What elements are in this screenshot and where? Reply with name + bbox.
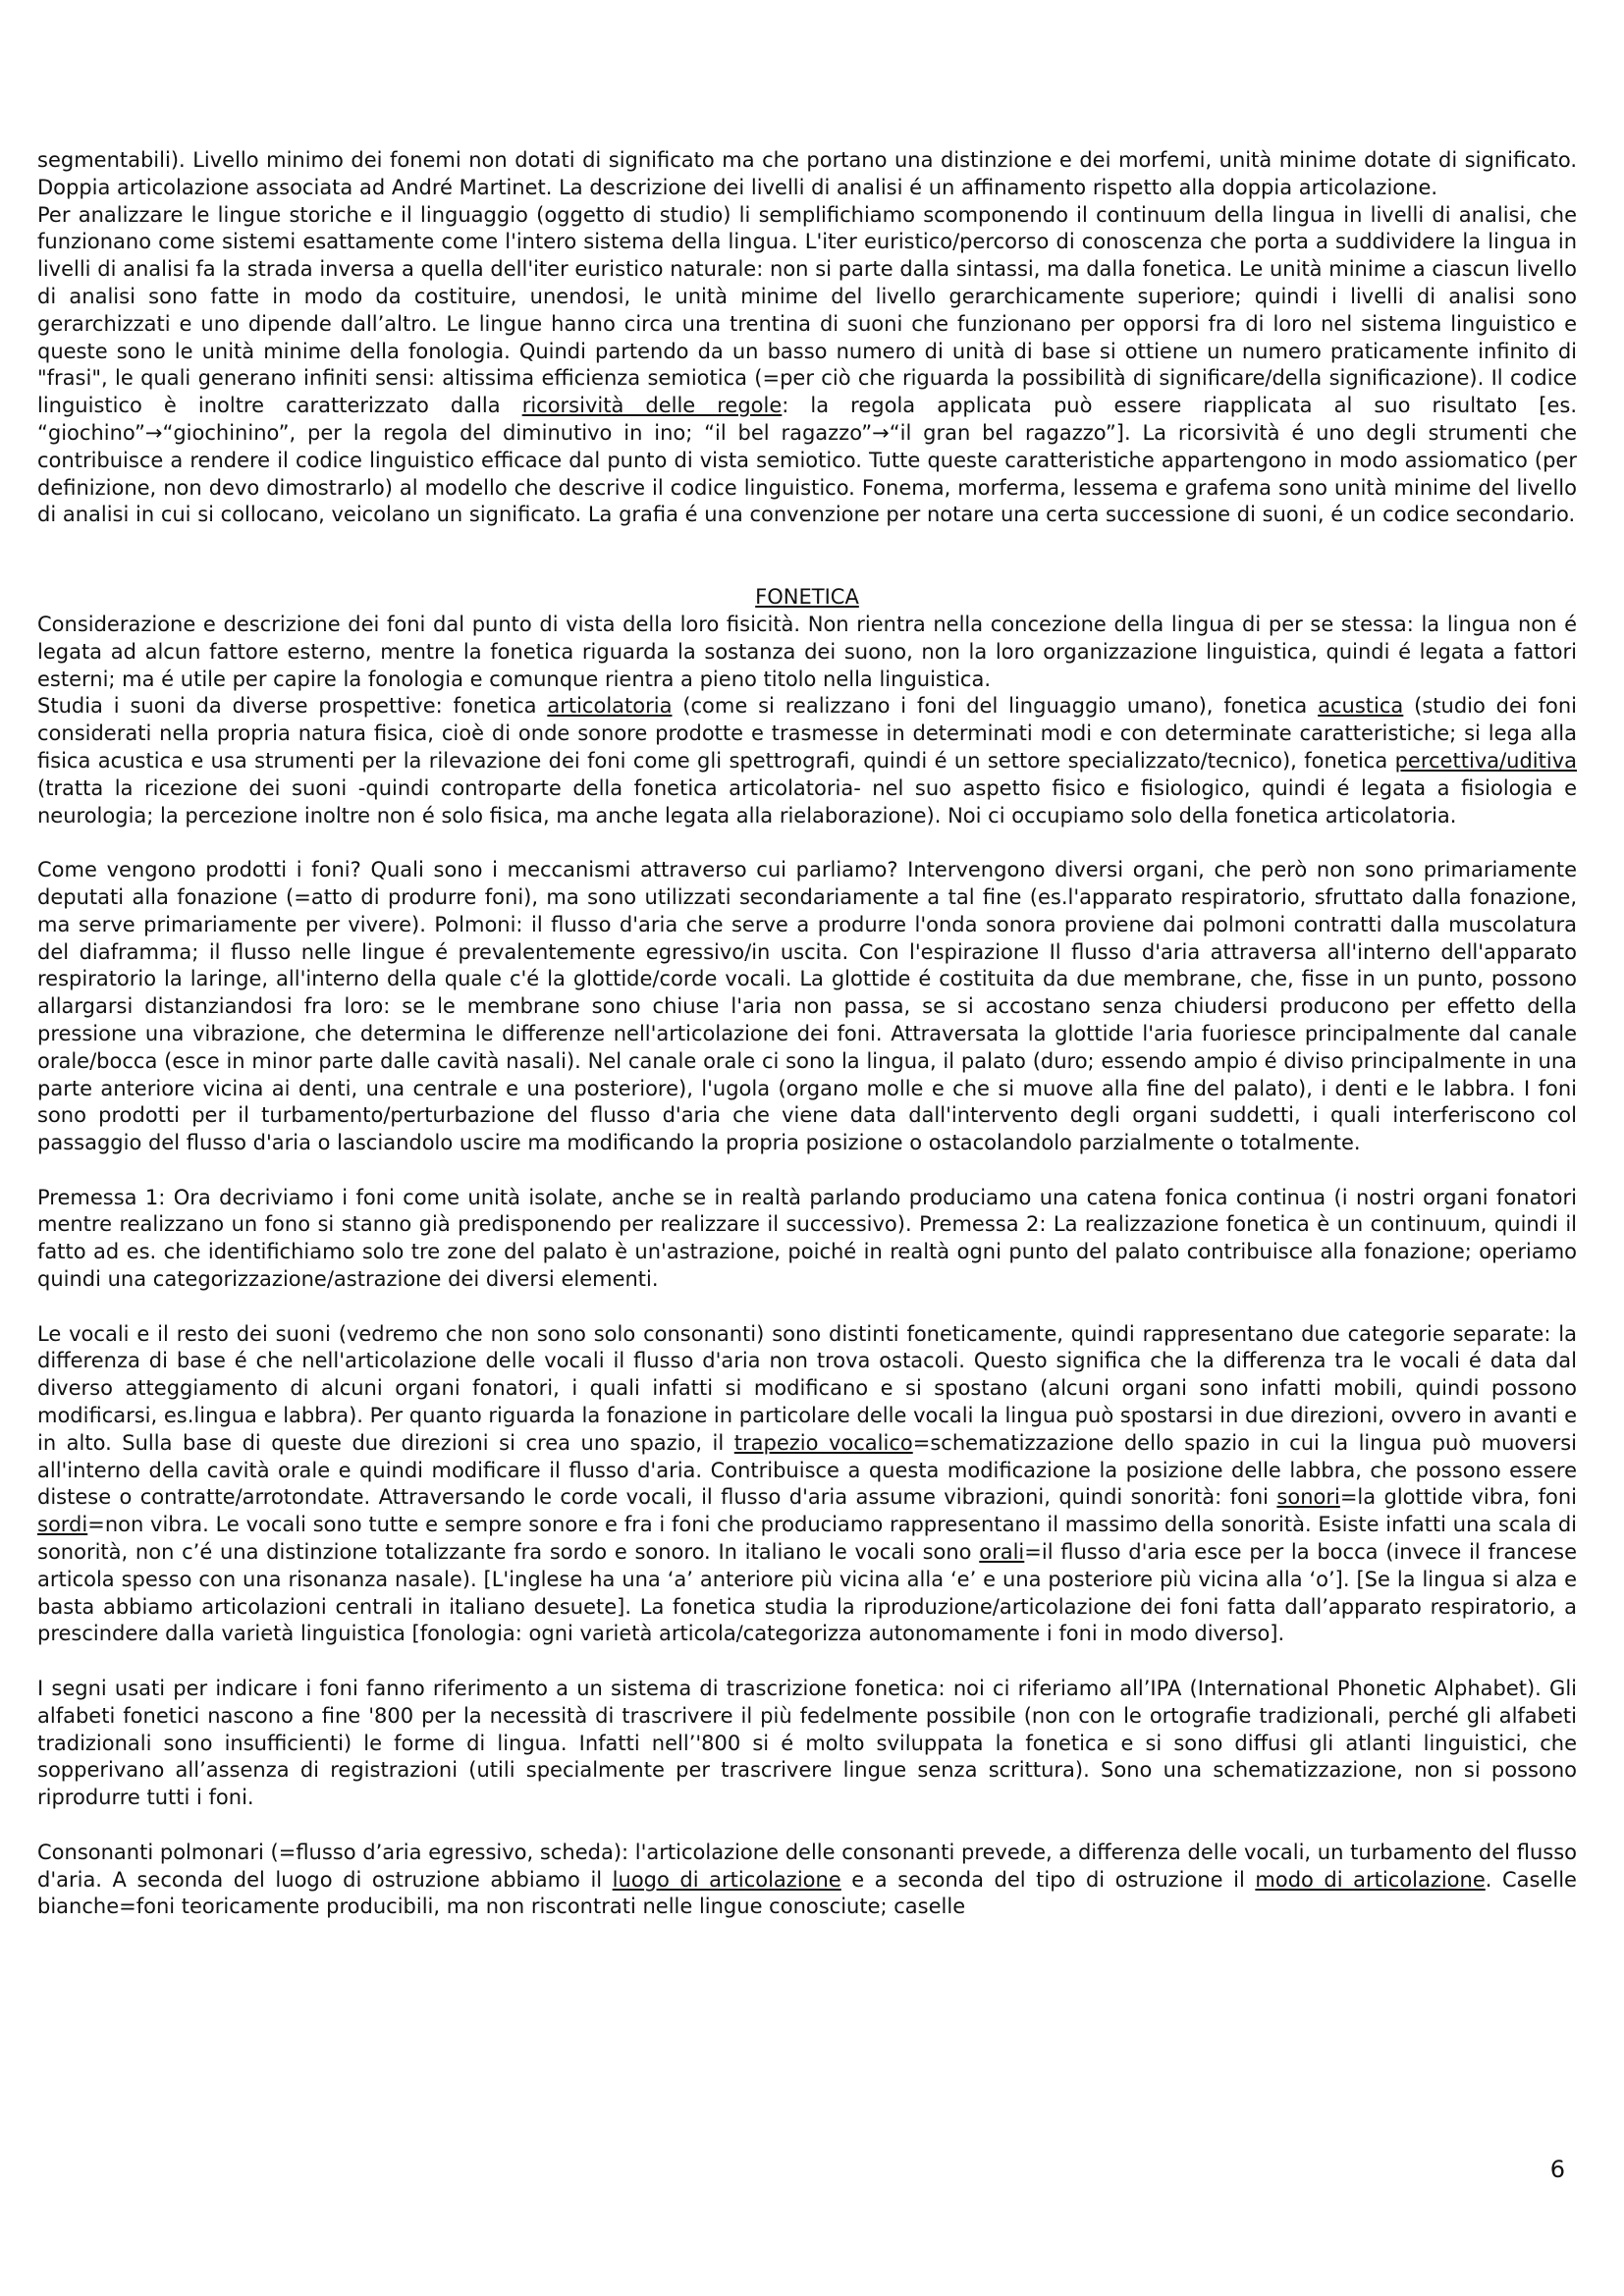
document-body	[37, 147, 1577, 1921]
text-run: . Caselle bianche=foni teoricamente producibili, ma non riscontrati nelle lingue conosciute; caselle	[37, 1867, 1577, 1919]
text-run: Per analizzare le lingue storiche e il linguaggio (oggetto di studio) li semplifichiamo scomponendo il continuum della lingua in livelli di analisi, che funzionano come sistemi esattamente come l'intero sistema della lingua. L'iter euristico/percorso di conoscenza che porta a suddividere la lingua in livelli di analisi fa la strada inversa a quella dell'iter euristico naturale: non si parte dalla sintassi, ma dalla fonetica. Le unità minime a ciascun livello di analisi sono fatte in modo da costituire, unendosi, le unità minime del livello gerarchicamente superiore; quindi i livelli di analisi sono gerarchizzati e uno dipende dall’altro. Le lingue hanno circa una trentina di suoni che funzionano per opporsi fra di loro nel sistema linguistico e queste sono le unità minime della fonologia. Quindi partendo da un basso numero di unità di base si ottiene un numero praticamente infinito di "frasi", le quali generano infiniti sensi: altissima efficienza semiotica (=per ciò che riguarda la possibilità di significare/della significazione). Il codice linguistico è inoltre caratterizzato dalla	[37, 202, 1577, 418]
text-run: : la regola applicata può essere riapplicata al suo risultato [es. “giochino”→“giochinino”, per la regola del diminutivo in ino; “il bel ragazzo”→“il gran bel ragazzo”]. La ricorsività é uno degli strumenti che contribuisce a rendere il codice linguistico efficace dal punto di vista semiotico. Tutte queste caratteristiche appartengono in modo assiomatico (per definizione, non devo dimostrarlo) al modello che descrive il codice linguistico. Fonema, morferma, lessema e grafema sono unità minime del livello di analisi in cui si collocano, veicolano un significato. La grafia é una convenzione per notare una certa successione di suoni, é un codice secondario.	[37, 394, 1578, 527]
underlined-term: ricorsività delle regole	[521, 394, 783, 418]
text-run: Le vocali e il resto dei suoni (vedremo che non sono solo consonanti) sono distinti foneticamente, quindi rappresentano due categorie separate: la differenza di base é che nell'articolazione delle vocali il flusso d'aria non trova ostacoli. Questo significa che la differenza tra le vocali é data dal diverso atteggiamento di alcuni organi fonatori, i quali infatti si modificano e si spostano (alcuni organi sono infatti mobili, quindi possono modificarsi, es.lingua e labbra). Per quanto riguarda la fonazione in particolare delle vocali la lingua può spostarsi in due direzioni, ovvero in avanti e in alto. Sulla base di queste due direzioni si crea uno spazio, il	[37, 1321, 1577, 1455]
fonetica-paragraph-5	[37, 1321, 1577, 1649]
underlined-term: trapezio vocalico	[733, 1430, 913, 1455]
text-run: =non vibra. Le vocali sono tutte e sempre sonore e fra i foni che produciamo rappresentano il massimo della sonorità. Esiste infatti una scala di sonorità, non c’é una distinzione totalizzante fra sordo e sonoro. In italiano le vocali sono	[37, 1513, 1577, 1565]
fonetica-paragraph-7	[37, 1840, 1577, 1921]
intro-paragraph-2	[37, 202, 1577, 530]
underlined-term: sordi	[37, 1513, 88, 1537]
text-run: =la glottide vibra, foni	[1339, 1485, 1578, 1510]
underlined-term: luogo di articolazione	[612, 1867, 841, 1892]
underlined-term: percettiva/uditiva	[1394, 748, 1577, 773]
text-run: Consonanti polmonari (=flusso d’aria egressivo, scheda): l'articolazione delle consonanti prevede, a differenza delle vocali, un turbamento del flusso d'aria. A seconda del luogo di ostruzione abbiamo il	[37, 1840, 1577, 1892]
fonetica-paragraph-4: Premessa 1: Ora decriviamo i foni come unità isolate, anche se in realtà parlando produciamo una catena fonica continua (i nostri organi fonatori mentre realizzano un fono si stanno già predisponendo per realizzare il successivo). Premessa 2: La realizzazione fonetica è un continuum, quindi il fatto ad es. che identifichiamo solo tre zone del palato è un'astrazione, poiché in realtà ogni punto del palato contribuisce alla fonazione; operiamo quindi una categorizzazione/astrazione dei diversi elementi.	[37, 1185, 1577, 1292]
underlined-term: orali	[979, 1540, 1025, 1565]
underlined-term: acustica	[1318, 694, 1404, 719]
text-run: e a seconda del tipo di ostruzione il	[840, 1867, 1256, 1892]
section-title: FONETICA	[755, 585, 859, 610]
fonetica-paragraph-3: Come vengono prodotti i foni? Quali sono i meccanismi attraverso cui parliamo? Intervengono diversi organi, che però non sono primariamente deputati alla fonazione (=atto di produrre foni), ma sono utilizzati secondariamente a tal fine (es.l'apparato respiratorio, sfruttato dalla fonazione, ma serve primariamente per vivere). Polmoni: il flusso d'aria che serve a produrre l'onda sonora proviene dai polmoni contratti dalla muscolatura del diaframma; il flusso nelle lingue é prevalentemente egressivo/in uscita. Con l'espirazione Il flusso d'aria attraversa all'interno dell'apparato respiratorio la laringe, all'interno della quale c'é la glottide/corde vocali. La glottide é costituita da due membrane, che, fisse in un punto, possono allargarsi distanziandosi fra loro: se le membrane sono chiuse l'aria non passa, se si accostano senza chiudersi producono per effetto della pressione una vibrazione, che determina le differenze nell'articolazione dei foni. Attraversata la glottide l'aria fuoriesce principalmente dal canale orale/bocca (esce in minor parte dalle cavità nasali). Nel canale orale ci sono la lingua, il palato (duro; essendo ampio é diviso principalmente in una parte anteriore vicina ai denti, una centrale e una posteriore), l'ugola (organo molle e che si muove alla fine del palato), i denti e le labbra. I foni sono prodotti per il turbamento/perturbazione del flusso d'aria che viene data dall'intervento degli organi suddetti, i quali interferiscono col passaggio del flusso d'aria o lasciandolo uscire ma modificando la propria posizione o ostacolandolo parzialmente o totalmente.	[37, 858, 1577, 1155]
text-run: (come si realizzano i foni del linguaggio umano), fonetica	[672, 694, 1319, 719]
underlined-term: sonori	[1276, 1485, 1340, 1510]
fonetica-paragraph-6: I segni usati per indicare i foni fanno riferimento a un sistema di trascrizione fonetica: noi ci riferiamo all’IPA (International Phonetic Alphabet). Gli alfabeti fonetici nascono a fine '800 per la necessità di trascrivere il più fedelmente possibile (non con le ortografie tradizionali, perché gli alfabeti tradizionali sono insufficienti) le forme di lingua. Infatti nell’'800 si é molto sviluppata la fonetica e si sono diffusi gli atlanti linguistici, che sopperivano all’assenza di registrazioni (utili specialmente per trascrivere lingue senza scrittura). Sono una schematizzazione, non si possono riprodurre tutti i foni.	[37, 1677, 1577, 1810]
fonetica-paragraph-2	[37, 693, 1577, 829]
intro-paragraph-1: segmentabili). Livello minimo dei fonemi non dotati di significato ma che portano una distinzione e dei morfemi, unità minime dotate di significato. Doppia articolazione associata ad André Martinet. La descrizione dei livelli di analisi é un affinamento rispetto alla doppia articolazione.	[37, 148, 1577, 199]
text-run: (tratta la ricezione dei suoni -quindi controparte della fonetica articolatoria- nel suo aspetto fisico e fisiologico, quindi é legata a fisiologia e neurologia; la percezione inoltre non é solo fisica, ma anche legata alla rielaborazione). Noi ci occupiamo solo della fonetica articolatoria.	[37, 775, 1577, 828]
text-run: =il flusso d'aria esce per la bocca (invece il francese articola spesso con una risonanza nasale). [L'inglese ha una ‘a’ anteriore più vicina alla ‘e’ e una posteriore più vicina alla ‘o’]. [Se la lingua si alza e basta abbiamo articolazioni centrali in italiano desuete]. La fonetica studia la riproduzione/articolazione dei foni fatta dall’apparato respiratorio, a prescindere dalla varietà linguistica [fonologia: ogni varietà articola/categorizza autonomamente i foni in modo diverso].	[37, 1540, 1577, 1646]
text-run: Studia i suoni da diverse prospettive: fonetica	[37, 694, 548, 719]
text-run: =schematizzazione dello spazio in cui la lingua può muoversi all'interno della cavità orale e quindi modificare il flusso d'aria. Contribuisce a questa modificazione la posizione delle labbra, che possono essere distese o contratte/arrotondate. Attraversando le corde vocali, il flusso d'aria assume vibrazioni, quindi sonorità: foni	[37, 1430, 1577, 1510]
text-run: (studio dei foni considerati nella propria natura fisica, cioè di onde sonore prodotte e trasmesse in determinati modi e con determinate caratteristiche; si lega alla fisica acustica e usa strumenti per la rilevazione dei foni come gli spettrografi, quindi é un settore specializzato/tecnico), fonetica	[37, 694, 1578, 773]
fonetica-paragraph-1: Considerazione e descrizione dei foni dal punto di vista della loro fisicità. Non rientra nella concezione della lingua di per se stessa: la lingua non é legata ad alcun fattore esterno, mentre la fonetica riguarda la sostanza dei suono, non la loro organizzazione linguistica, quindi é legata a fattori esterni; ma é utile per capire la fonologia e comunque rientra a pieno titolo nella linguistica.	[37, 612, 1577, 691]
underlined-term: articolatoria	[547, 694, 673, 719]
page-number: 6	[1549, 2156, 1565, 2183]
underlined-term: modo di articolazione	[1255, 1867, 1486, 1892]
